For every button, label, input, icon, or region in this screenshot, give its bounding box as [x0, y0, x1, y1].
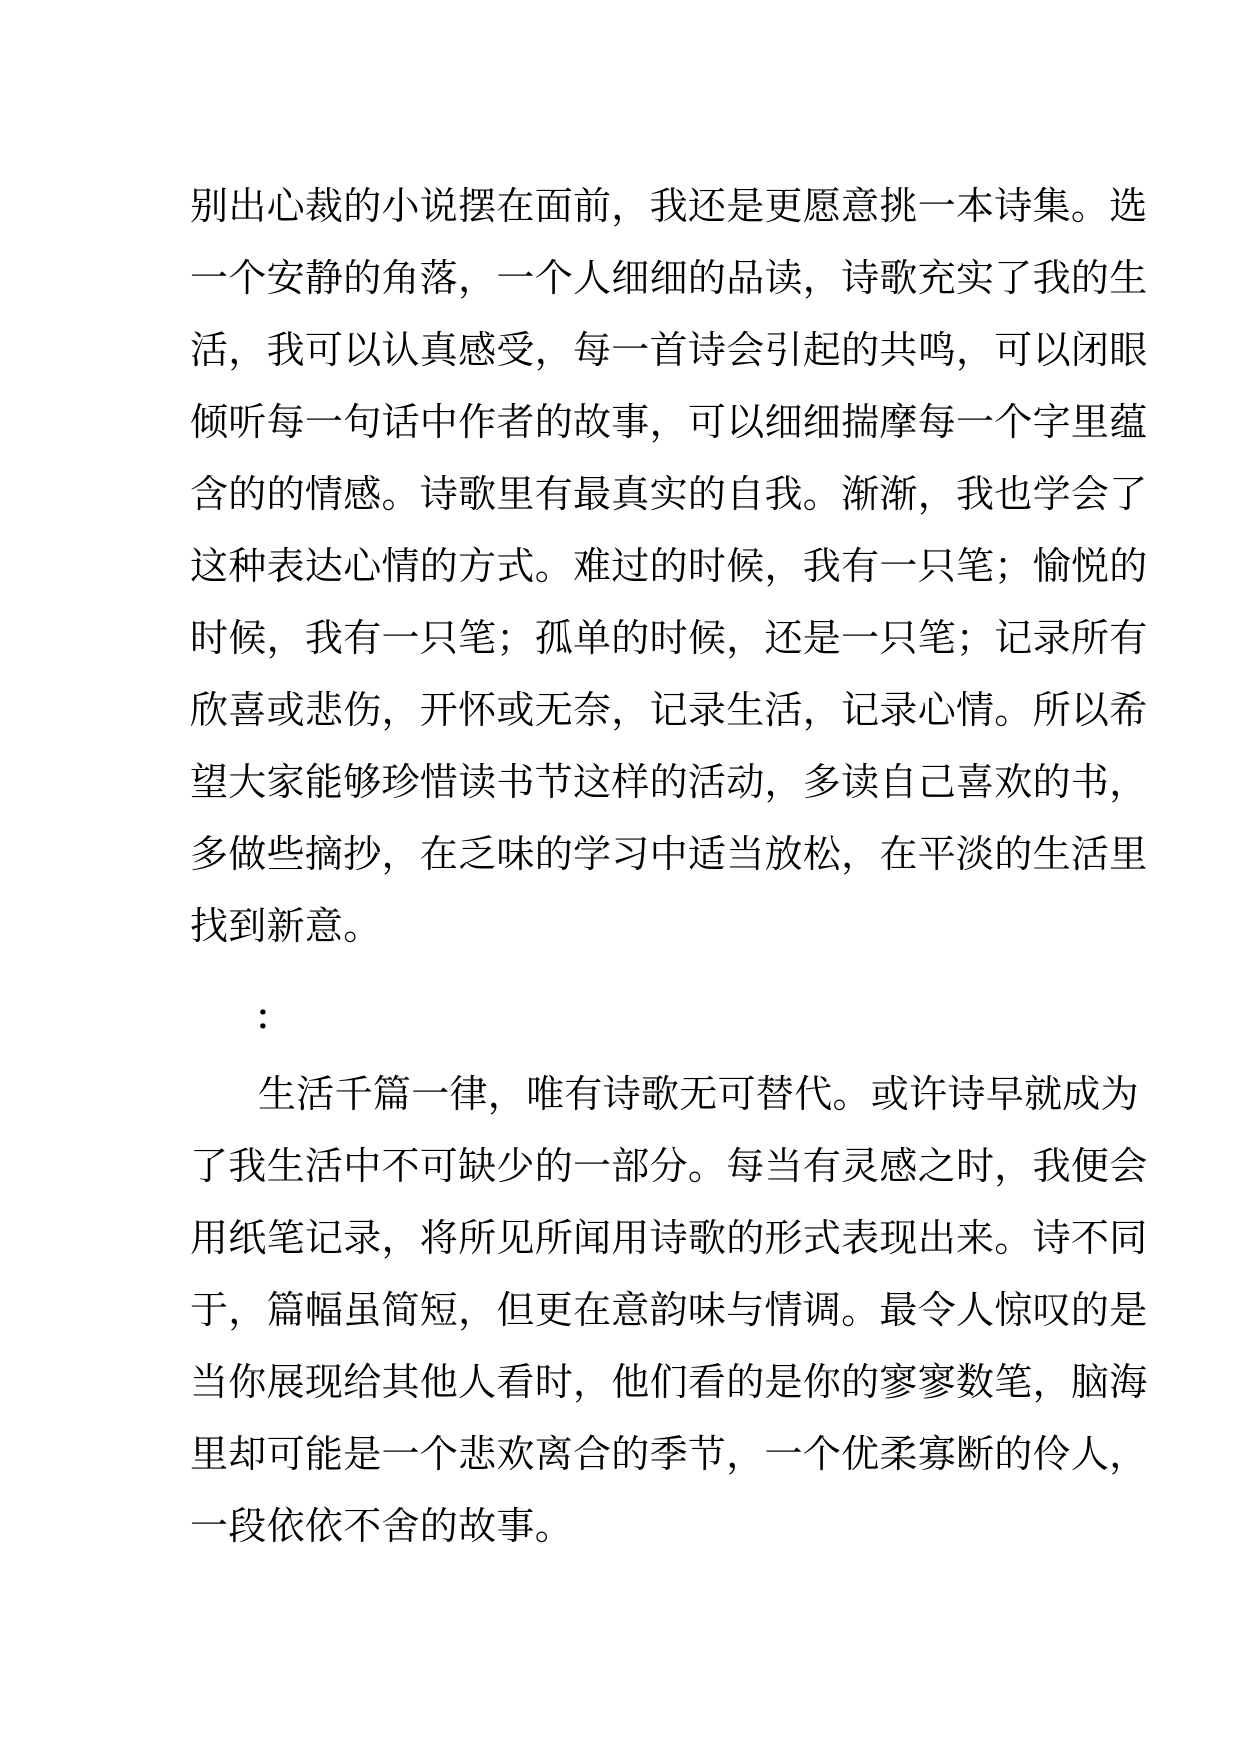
- text-line: 当你展现给其他人看时，他们看的是你的寥寥数笔，脑海: [190, 1360, 1148, 1404]
- text-line: 别出心裁的小说摆在面前，我还是更愿意挑一本诗集。选: [190, 184, 1148, 228]
- text-line: 一个安静的角落，一个人细细的品读，诗歌充实了我的生: [190, 256, 1148, 300]
- text-line: 里却可能是一个悲欢离合的季节，一个优柔寡断的伶人，: [190, 1432, 1148, 1476]
- text-line: 了我生活中不可缺少的一部分。每当有灵感之时，我便会: [190, 1144, 1148, 1188]
- section-separator: ：: [255, 998, 289, 1038]
- text-line: 活，我可以认真感受，每一首诗会引起的共鸣，可以闭眼: [190, 328, 1148, 372]
- text-line: 倾听每一句话中作者的故事，可以细细揣摩每一个字里蕴: [190, 400, 1148, 444]
- text-line: 这种表达心情的方式。难过的时候，我有一只笔；愉悦的: [190, 544, 1148, 588]
- text-line: 于，篇幅虽简短，但更在意韵味与情调。最令人惊叹的是: [190, 1288, 1148, 1332]
- text-line: 找到新意。: [190, 904, 382, 948]
- text-line: 一段依依不舍的故事。: [190, 1504, 574, 1548]
- text-line: 生活千篇一律，唯有诗歌无可替代。或许诗早就成为: [258, 1072, 1139, 1116]
- text-line: 望大家能够珍惜读书节这样的活动，多读自己喜欢的书，: [190, 760, 1148, 804]
- text-line: 用纸笔记录，将所见所闻用诗歌的形式表现出来。诗不同: [190, 1216, 1148, 1260]
- text-line: 时候，我有一只笔；孤单的时候，还是一只笔；记录所有: [190, 616, 1148, 660]
- text-line: 多做些摘抄，在乏味的学习中适当放松，在平淡的生活里: [190, 832, 1148, 876]
- text-line: 欣喜或悲伤，开怀或无奈，记录生活，记录心情。所以希: [190, 688, 1148, 732]
- text-line: 含的的情感。诗歌里有最真实的自我。渐渐，我也学会了: [190, 472, 1148, 516]
